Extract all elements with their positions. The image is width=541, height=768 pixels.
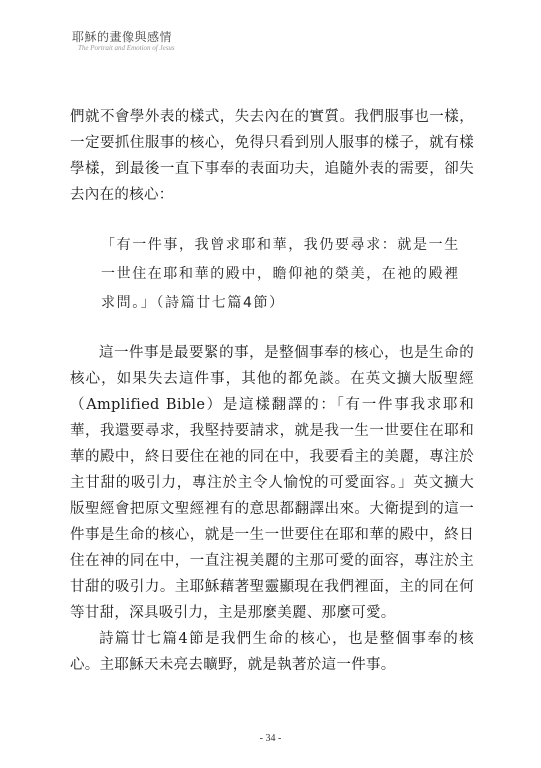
paragraph-continuation (70, 104, 474, 208)
paragraph-text: 們就不會學外表的樣式，失去內在的實質。我們服事也一樣，一定要抓住服事的核心，免得只看到別人服事的樣子，就有樣學樣，到最後一直下事奉的表面功夫，追隨外表的需要，卻失去內在的核心： (70, 109, 474, 203)
paragraph-text: 詩篇廿七篇4節是我們生命的核心，也是整個事奉的核心。主耶穌天未亮去曠野，就是執著於這一件事。 (70, 631, 474, 673)
scripture-quote (101, 231, 461, 318)
page-number: - 34 - (259, 733, 282, 744)
quote-line: 一世住在耶和華的殿中，瞻仰祂的榮美，在祂的殿裡 (101, 266, 460, 282)
paragraph-text: 這一件事是最要緊的事，是整個事奉的核心，也是生命的核心，如果失去這件事，其他的都免談。在英文擴大版聖經（Amplified Bible）是這樣翻譯的：「有一件事我求耶和華，我還要尋求，我堅持要請求，就是我一生一世要住在耶和華的殿中，終日要住在祂的同在中，我要看主的美麗，專注於主甘甜的吸引力，專注於主令人愉悅的可愛面容。」英文擴大版聖經會把原文聖經裡有的意思都翻譯出來。大衛提到的這一件事是生命的核心，就是一生一世要住在耶和華的殿中，終日住在神的同在中，一直注視美麗的主那可愛的面容，專注於主甘甜的吸引力。主耶穌藉著聖靈顯現在我們裡面，主的同在何等甘甜，深具吸引力，主是那麼美麗、那麼可愛。 (70, 345, 474, 621)
main-body (70, 340, 474, 678)
book-subtitle: The Portrait and Emotion of Jesus (78, 44, 175, 52)
book-title: 耶穌的畫像與感情 (72, 30, 173, 44)
running-header (72, 30, 175, 53)
quote-line: 「有一件事，我曾求耶和華，我仍要尋求：就是一生 (101, 237, 460, 253)
quote-line: 求問。」（詩篇廿七篇4節） (101, 295, 285, 311)
